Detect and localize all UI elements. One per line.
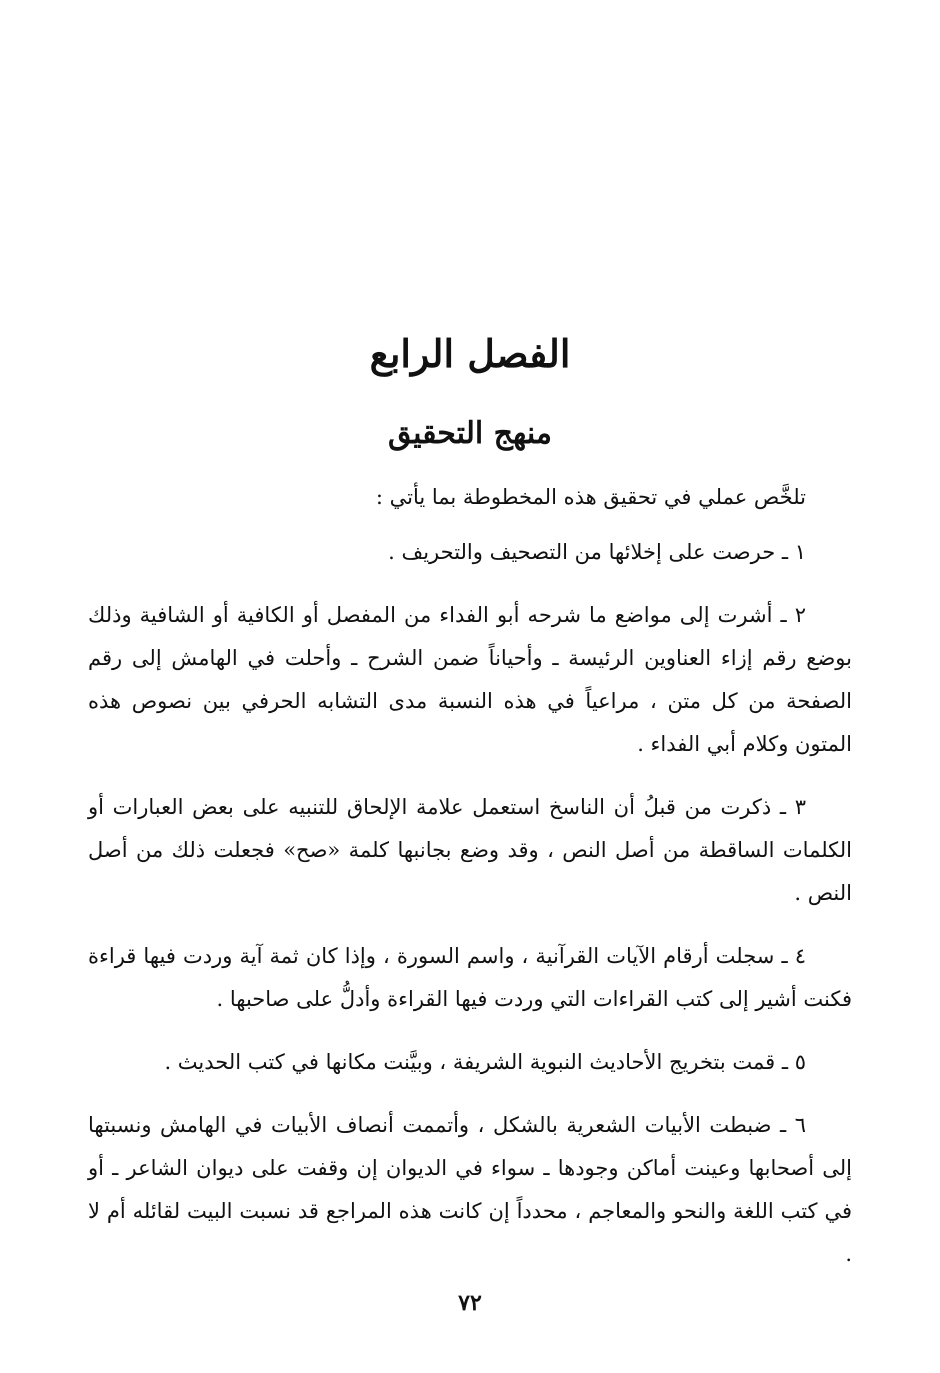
page-number: ٧٢	[458, 1290, 482, 1316]
document-page	[88, 0, 852, 1373]
list-item: ٣ ـ ذكرت من قبلُ أن الناسخ استعمل علامة الإلحاق للتنبيه على بعض العبارات أو الكلمات الساقطة من أصل النص ، وقد وضع بجانبها كلمة «صح» فجعلت ذلك من أصل النص .	[88, 795, 852, 905]
section-title: منهج التحقيق	[388, 416, 552, 451]
list-item: ٢ ـ أشرت إلى مواضع ما شرحه أبو الفداء من المفصل أو الكافية أو الشافية وذلك بوضع رقم إزاء العناوين الرئيسة ـ وأحياناً ضمن الشرح ـ وأحلت في الهامش إلى رقم الصفحة من كل متن ، مراعياً في هذه النسبة مدى التشابه الحرفي بين نصوص هذه المتون وكلام أبي الفداء .	[88, 603, 852, 756]
list-item: ١ ـ حرصت على إخلائها من التصحيف والتحريف .	[388, 540, 806, 564]
list-item: ٥ ـ قمت بتخريج الأحاديث النبوية الشريفة ، وبيَّنت مكانها في كتب الحديث .	[164, 1050, 806, 1074]
list-item: ٤ ـ سجلت أرقام الآيات القرآنية ، واسم السورة ، وإذا كان ثمة آية وردت فيها قراءة فكنت أشير إلى كتب القراءات التي وردت فيها القراءة وأدلُّ على صاحبها .	[88, 944, 852, 1011]
body-text	[88, 476, 852, 1296]
list-item: ٦ ـ ضبطت الأبيات الشعرية بالشكل ، وأتممت أنصاف الأبيات في الهامش ونسبتها إلى أصحابها وعينت أماكن وجودها ـ سواء في الديوان إن وقفت على ديوان الشاعر ـ أو في كتب اللغة والنحو والمعاجم ، محدداً إن كانت هذه المراجع قد نسبت البيت لقائله أم لا .	[88, 1113, 852, 1266]
chapter-title: الفصل الرابع	[369, 331, 571, 376]
intro-paragraph: تلخَّص عملي في تحقيق هذه المخطوطة بما يأتي :	[375, 485, 806, 509]
